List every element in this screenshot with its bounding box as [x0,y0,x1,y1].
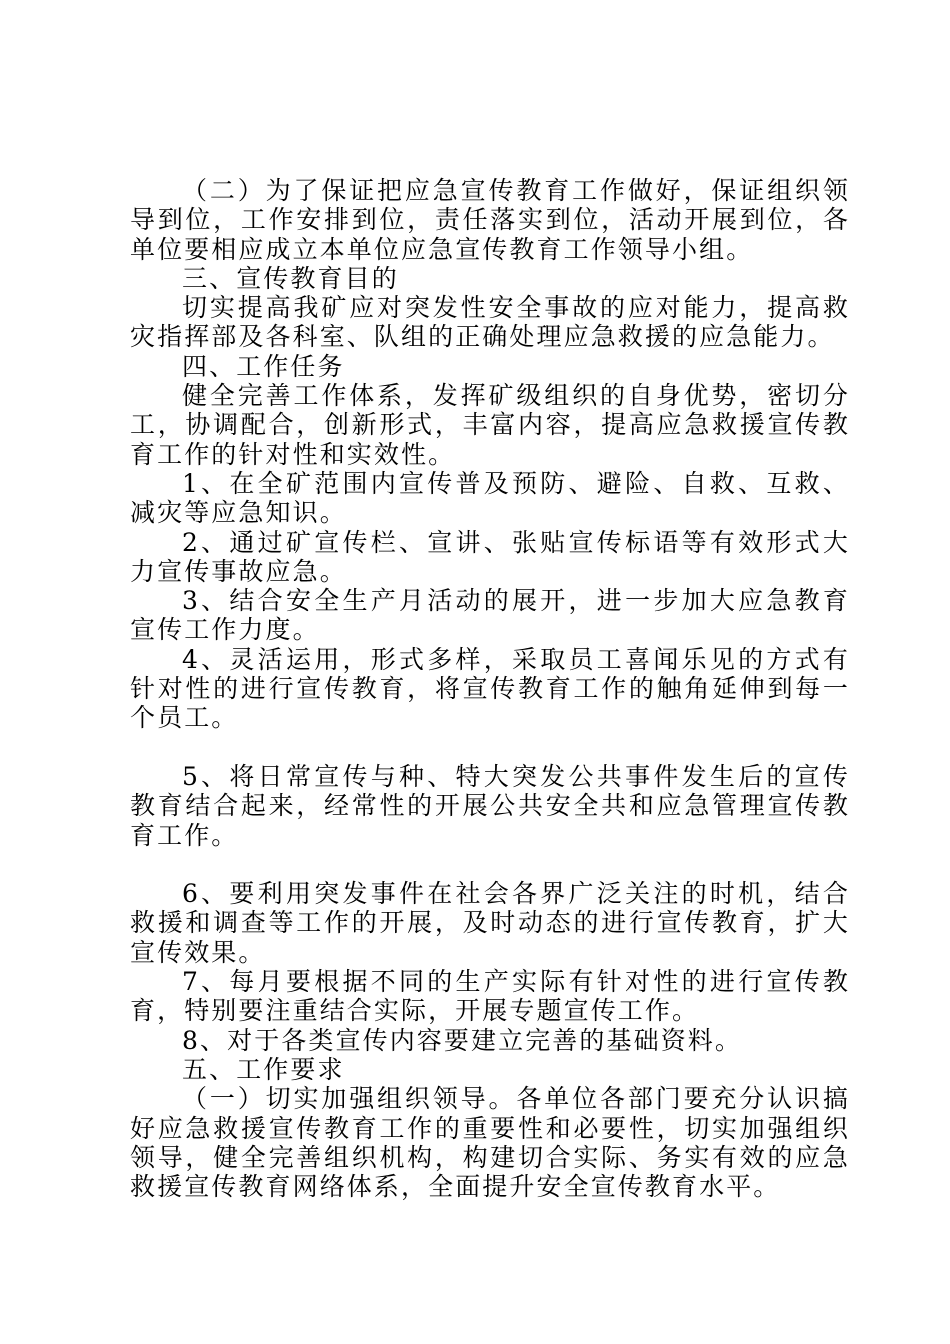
blank-line [130,733,850,762]
paragraph-1: （二）为了保证把应急宣传教育工作做好，保证组织领导到位，工作安排到位，责任落实到位，活动开展到位，各单位要相应成立本单位应急宣传教育工作领导小组。 [130,176,850,264]
document-body [130,176,850,1201]
section-heading-4: 四、工作任务 [182,351,345,381]
list-item-7: 7、每月要根据不同的生产实际有针对性的进行宣传教育，特别要注重结合实际，开展专题宣传工作。 [130,967,850,1026]
list-item-4: 4、灵活运用，形式多样，采取员工喜闻乐见的方式有针对性的进行宣传教育，将宣传教育工作的触角延伸到每一个员工。 [130,644,850,733]
blank-line [130,850,850,879]
list-item-1: 1、在全矿范围内宣传普及预防、避险、自救、互救、减灾等应急知识。 [130,468,850,528]
paragraph-5: 健全完善工作体系，发挥矿级组织的自身优势，密切分工，协调配合，创新形式，丰富内容，提高应急救援宣传教育工作的针对性和实效性。 [130,381,850,469]
list-item-8: 8、对于各类宣传内容要建立完善的基础资料。 [182,1025,743,1055]
list-item-3: 3、结合安全生产月活动的展开，进一步加大应急教育宣传工作力度。 [130,586,850,645]
section-heading-5: 五、工作要求 [182,1054,345,1084]
list-item-2: 2、通过矿宣传栏、宣讲、张贴宣传标语等有效形式大力宣传事故应急。 [130,527,850,586]
section-heading-3: 三、宣传教育目的 [182,263,399,293]
list-item-6: 6、要利用突发事件在社会各界广泛关注的时机，结合救援和调查等工作的开展，及时动态的进行宣传教育，扩大宣传效果。 [130,879,850,967]
paragraph-3: 切实提高我矿应对突发性安全事故的应对能力，提高救灾指挥部及各科室、队组的正确处理应急救援的应急能力。 [130,293,850,352]
paragraph-requirement-1: （一）切实加强组织领导。各单位各部门要充分认识搞好应急救援宣传教育工作的重要性和必要性，切实加强组织领导，健全完善组织机构，构建切合实际、务实有效的应急救援宣传教育网络体系，全面提升安全宣传教育水平。 [130,1084,850,1202]
list-item-5: 5、将日常宣传与种、特大突发公共事件发生后的宣传教育结合起来，经常性的开展公共安全共和应急管理宣传教育工作。 [130,761,850,850]
